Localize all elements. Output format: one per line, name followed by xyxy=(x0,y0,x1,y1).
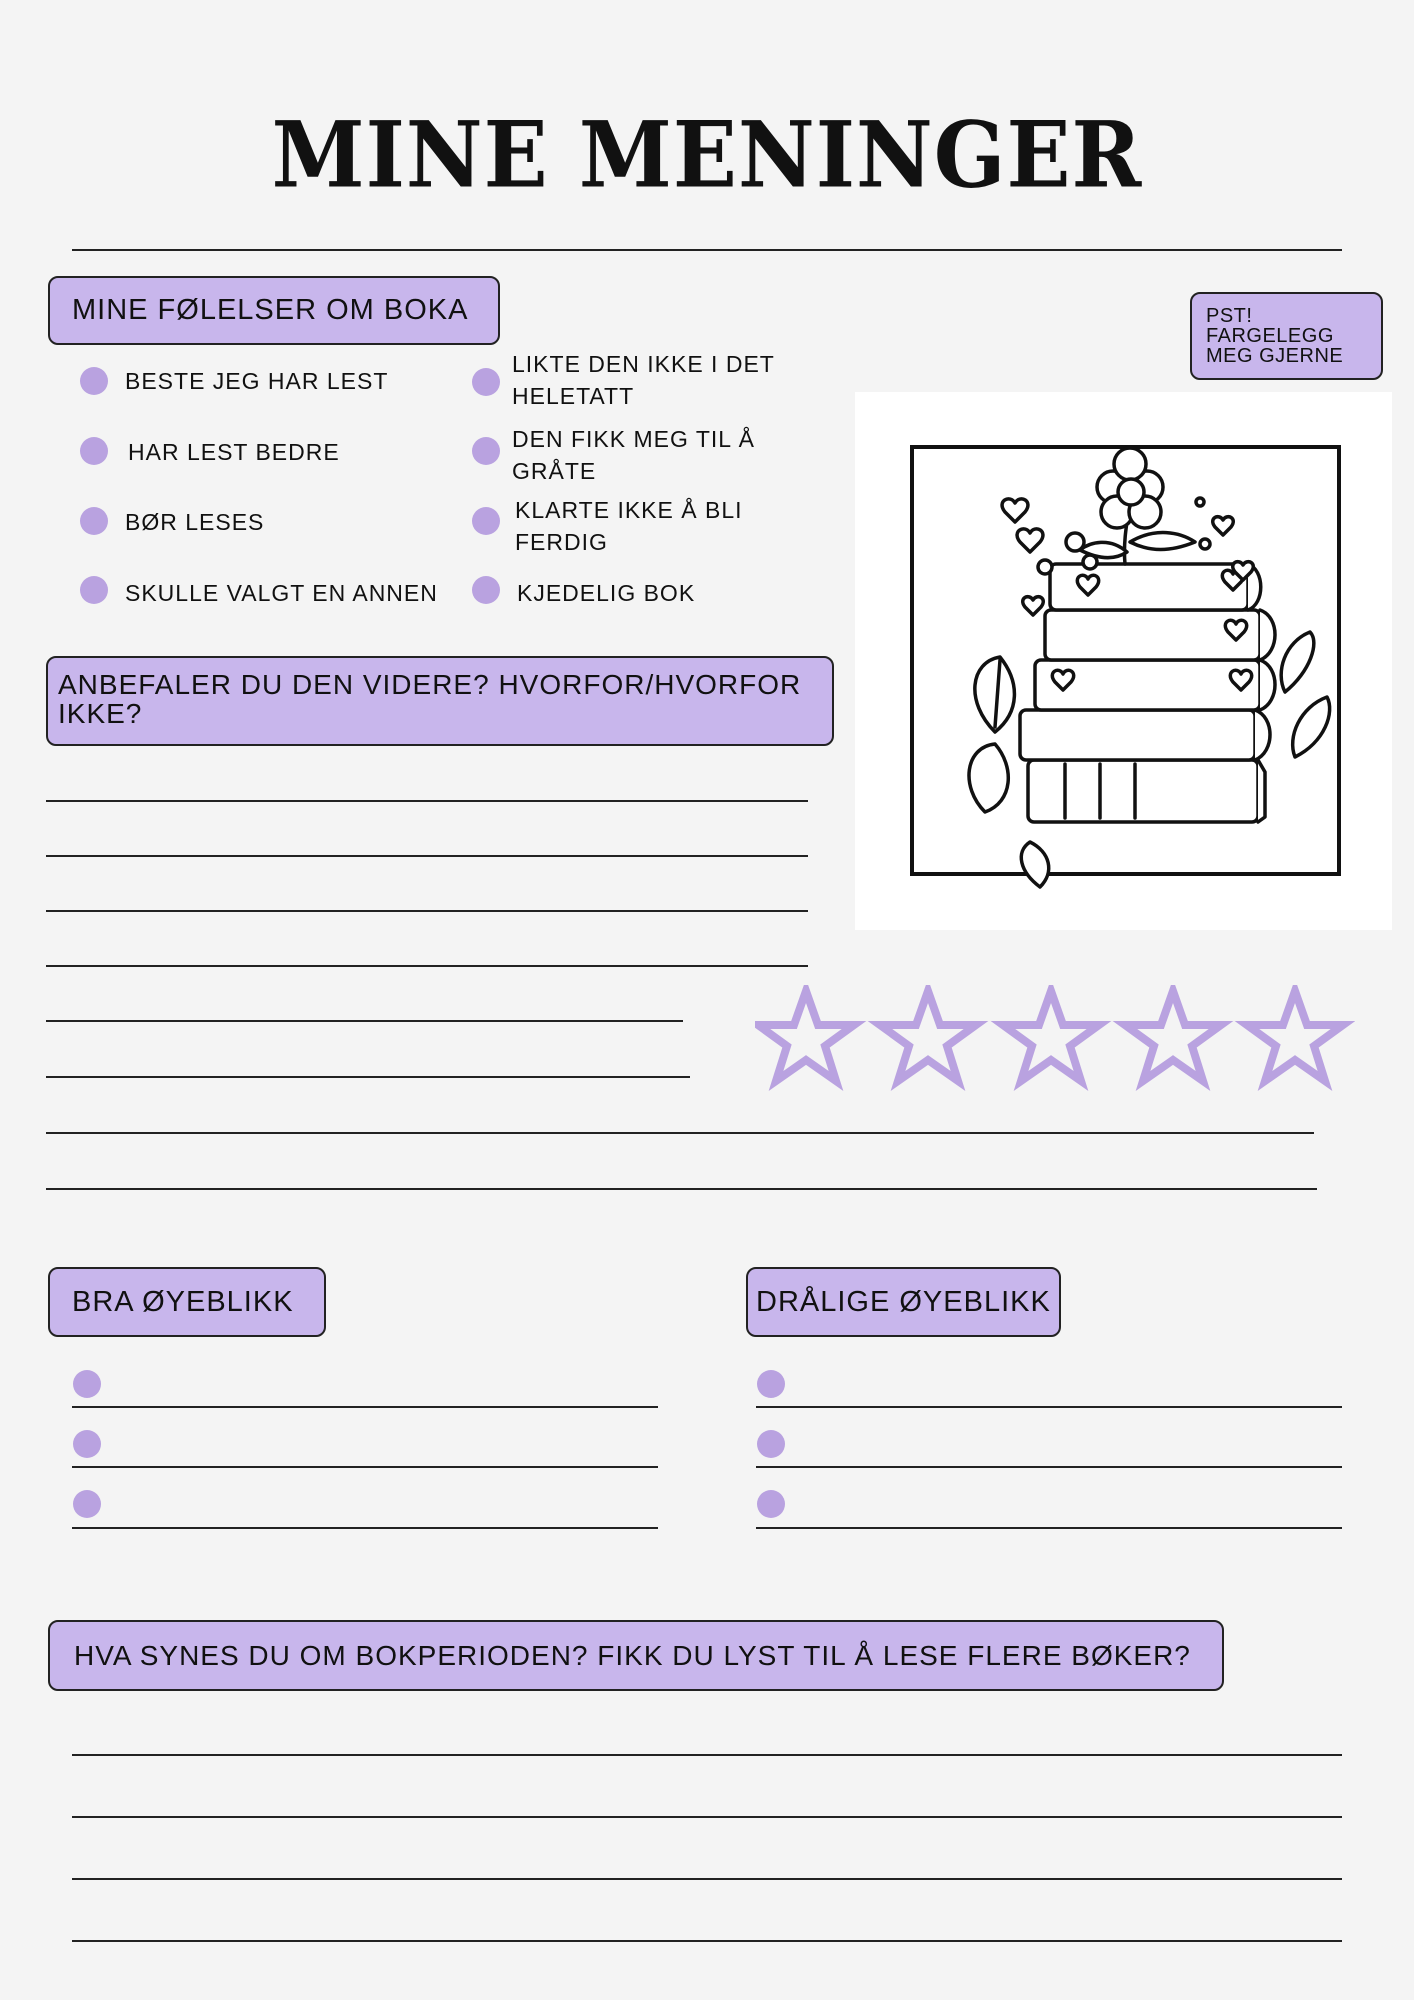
moment-line[interactable] xyxy=(756,1527,1342,1529)
option-did-not-like[interactable] xyxy=(512,348,775,412)
moment-bullet xyxy=(757,1430,785,1458)
moment-line[interactable] xyxy=(72,1406,658,1408)
option-could-not-finish[interactable] xyxy=(515,494,743,558)
star-rating[interactable] xyxy=(755,985,1355,1095)
star-1-icon[interactable] xyxy=(758,991,854,1081)
feelings-heading-label: MINE FØLELSER OM BOKA xyxy=(72,294,469,326)
writing-line[interactable] xyxy=(72,1816,1342,1818)
star-2-icon[interactable] xyxy=(880,991,976,1081)
option-should-be-read[interactable]: BØR LESES xyxy=(125,509,265,535)
bad-moments-heading-label: DRÅLIGE ØYEBLIKK xyxy=(756,1285,1051,1318)
recommend-heading-line: ANBEFALER DU DEN VIDERE? HVORFOR/HVORFOR xyxy=(58,669,802,700)
option-best-read[interactable]: BESTE JEG HAR LEST xyxy=(125,368,389,394)
writing-line[interactable] xyxy=(46,965,808,967)
option-read-better[interactable]: HAR LEST BEDRE xyxy=(128,439,340,465)
moment-bullet xyxy=(757,1490,785,1518)
feelings-heading xyxy=(48,276,500,345)
option-bullet[interactable] xyxy=(472,576,500,604)
writing-line[interactable] xyxy=(72,1754,1342,1756)
writing-line[interactable] xyxy=(46,1188,1317,1190)
moment-bullet xyxy=(757,1370,785,1398)
note-line: PST! xyxy=(1206,305,1253,327)
moment-line[interactable] xyxy=(72,1466,658,1468)
moment-bullet xyxy=(73,1370,101,1398)
books-illustration xyxy=(855,392,1392,930)
good-moments-heading xyxy=(48,1267,326,1337)
option-line: LIKTE DEN IKKE I DET xyxy=(512,351,775,377)
period-heading-label: HVA SYNES DU OM BOKPERIODEN? FIKK DU LYST TIL Å LESE FLERE BØKER? xyxy=(74,1639,1191,1671)
writing-line[interactable] xyxy=(46,1076,690,1078)
option-line: GRÅTE xyxy=(512,458,597,484)
option-bullet[interactable] xyxy=(80,437,108,465)
recommend-heading-line: IKKE? xyxy=(58,698,143,729)
moment-line[interactable] xyxy=(756,1466,1342,1468)
page-title: MINE MENINGER xyxy=(271,101,1143,208)
option-line: DEN FIKK MEG TIL Å xyxy=(512,426,755,452)
writing-line[interactable] xyxy=(46,910,808,912)
option-bullet[interactable] xyxy=(80,507,108,535)
star-4-icon[interactable] xyxy=(1125,991,1221,1081)
option-boring-book[interactable]: KJEDELIG BOK xyxy=(517,580,696,606)
option-bullet[interactable] xyxy=(80,576,108,604)
writing-line[interactable] xyxy=(72,1878,1342,1880)
option-line: FERDIG xyxy=(515,529,608,555)
star-3-icon[interactable] xyxy=(1003,991,1099,1081)
coloring-note xyxy=(1190,292,1383,380)
option-line: HELETATT xyxy=(512,383,635,409)
period-heading xyxy=(48,1620,1224,1691)
option-bullet[interactable] xyxy=(472,507,500,535)
option-bullet[interactable] xyxy=(472,368,500,396)
option-made-me-cry[interactable] xyxy=(512,423,755,487)
option-bullet[interactable] xyxy=(80,367,108,395)
writing-line[interactable] xyxy=(46,1020,683,1022)
moment-line[interactable] xyxy=(72,1527,658,1529)
moment-line[interactable] xyxy=(756,1406,1342,1408)
books-flowers-icon xyxy=(855,392,1392,930)
moment-bullet xyxy=(73,1490,101,1518)
writing-line[interactable] xyxy=(46,855,808,857)
bad-moments-heading xyxy=(746,1267,1061,1337)
star-5-icon[interactable] xyxy=(1247,991,1343,1081)
note-line: MEG GJERNE xyxy=(1206,345,1344,367)
writing-line[interactable] xyxy=(72,1940,1342,1942)
title-divider xyxy=(72,249,1342,251)
writing-line[interactable] xyxy=(46,1132,1314,1134)
good-moments-heading-label: BRA ØYEBLIKK xyxy=(72,1285,294,1318)
option-bullet[interactable] xyxy=(472,437,500,465)
option-line: KLARTE IKKE Å BLI xyxy=(515,497,743,523)
writing-line[interactable] xyxy=(46,800,808,802)
recommend-heading xyxy=(46,656,834,746)
option-should-choose-another[interactable]: SKULLE VALGT EN ANNEN xyxy=(125,580,438,606)
note-line: FARGELEGG xyxy=(1206,325,1334,347)
moment-bullet xyxy=(73,1430,101,1458)
